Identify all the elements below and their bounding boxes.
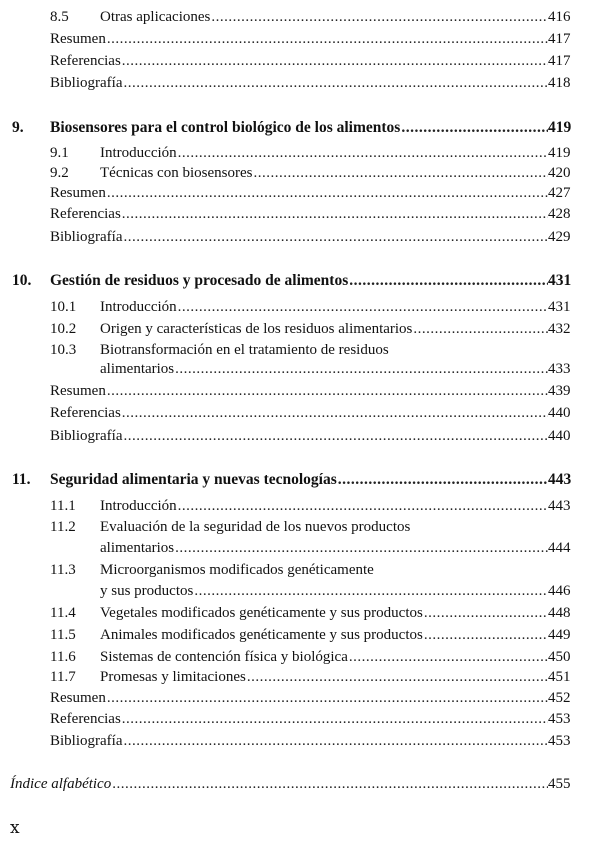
section-title: Sistemas de contención física y biológica [100,649,348,665]
section-number: 9.1 [50,145,69,161]
page-number: 419 [548,119,572,136]
page-number: 453 [548,733,571,749]
toc-entry-continuation [0,537,600,559]
section-title: Animales modificados genéticamente y sus productos [100,627,423,643]
toc-entry [0,646,600,668]
page-number: 416 [548,9,571,25]
chapter-title: Seguridad alimentaria y nuevas tecnologías [50,471,337,488]
page-number: 448 [548,605,571,621]
section-number: 11.6 [50,649,76,665]
toc-entry-continuation [0,358,600,380]
section-title: Bibliografía [50,428,123,444]
toc-entry [0,380,600,402]
toc-entry [0,425,600,447]
page-number: 443 [548,498,571,514]
section-title: Biotransformación en el tratamiento de residuos [100,342,389,358]
page-number: 449 [548,627,571,643]
section-title: Bibliografía [50,75,123,91]
page-number: 455 [548,776,571,792]
page-number: 429 [548,229,571,245]
page-number: 431 [548,272,572,289]
chapter-title: Gestión de residuos y procesado de alimentos [50,272,349,289]
section-number: 11.4 [50,605,76,621]
toc-entry [0,495,600,517]
section-title: Referencias [50,405,121,421]
toc-entry [0,182,600,204]
page-number: 444 [548,540,571,556]
section-number: 11.2 [50,519,76,535]
page-number: 419 [548,145,571,161]
toc-entry [0,72,600,94]
page-number: 453 [548,711,571,727]
section-title: Introducción [100,299,177,315]
page-number: 440 [548,428,571,444]
section-title: Referencias [50,53,121,69]
page-number: 428 [548,206,571,222]
chapter-heading [0,117,600,139]
page-number: 427 [548,185,571,201]
section-title: Resumen [50,185,106,201]
page-number: 451 [548,669,571,685]
folio-roman-numeral: x [10,818,21,838]
section-title: Vegetales modificados genéticamente y sus productos [100,605,423,621]
section-title-continued: alimentarios [100,361,175,377]
toc-entry [0,142,600,164]
toc-entry [0,687,600,709]
section-title: Referencias [50,206,121,222]
section-title: Bibliografía [50,229,123,245]
chapter-number: 9. [12,119,24,136]
section-title-continued: y sus productos [100,583,194,599]
toc-entry [0,318,600,340]
page-number: 443 [548,471,572,488]
page-number: 440 [548,405,571,421]
page-number: 433 [548,361,571,377]
toc-entry [0,708,600,730]
section-number: 9.2 [50,165,69,181]
chapter-heading [0,469,600,491]
page-number: 446 [548,583,571,599]
section-title: Resumen [50,383,106,399]
chapter-number: 11. [12,471,31,488]
section-title: Origen y características de los residuos alimentarios [100,321,413,337]
toc-entry [0,162,600,184]
section-number: 11.7 [50,669,76,685]
toc-entry [0,28,600,50]
page-number: 420 [548,165,571,181]
index-title: Índice alfabético [10,776,112,792]
toc-entry [0,666,600,688]
section-title: Promesas y limitaciones [100,669,246,685]
page-number: 452 [548,690,571,706]
section-title: Introducción [100,145,177,161]
toc-entry-multiline [0,559,600,581]
page-number: 431 [548,299,571,315]
section-number: 11.1 [50,498,76,514]
chapter-title: Biosensores para el control biológico de los alimentos [50,119,401,136]
chapter-number: 10. [12,272,32,289]
section-title: Microorganismos modificados genéticamente [100,562,374,578]
toc-entry [0,226,600,248]
page-number: 450 [548,649,571,665]
section-number: 8.5 [50,9,69,25]
page-number: 417 [548,31,571,47]
section-number: 11.5 [50,627,76,643]
section-number: 10.2 [50,321,77,337]
toc-entry [0,6,600,28]
toc-entry-continuation [0,580,600,602]
section-title: Técnicas con biosensores [100,165,253,181]
page-number: 418 [548,75,571,91]
section-title: Evaluación de la seguridad de los nuevos productos [100,519,411,535]
section-title: Introducción [100,498,177,514]
section-title: Resumen [50,690,106,706]
toc-entry [0,624,600,646]
section-number: 11.3 [50,562,76,578]
chapter-heading [0,270,600,292]
toc-entry [0,402,600,424]
page-number: 432 [548,321,571,337]
toc-entry-index [0,773,600,795]
section-title: Bibliografía [50,733,123,749]
toc-entry [0,50,600,72]
section-title: Referencias [50,711,121,727]
toc-entry [0,602,600,624]
toc-entry [0,730,600,752]
toc-entry [0,203,600,225]
toc-entry [0,296,600,318]
section-title-continued: alimentarios [100,540,175,556]
section-number: 10.3 [50,342,77,358]
page-number: 417 [548,53,571,69]
section-title: Resumen [50,31,106,47]
section-title: Otras aplicaciones [100,9,211,25]
section-number: 10.1 [50,299,77,315]
toc-entry-multiline [0,516,600,538]
page-number: 439 [548,383,571,399]
